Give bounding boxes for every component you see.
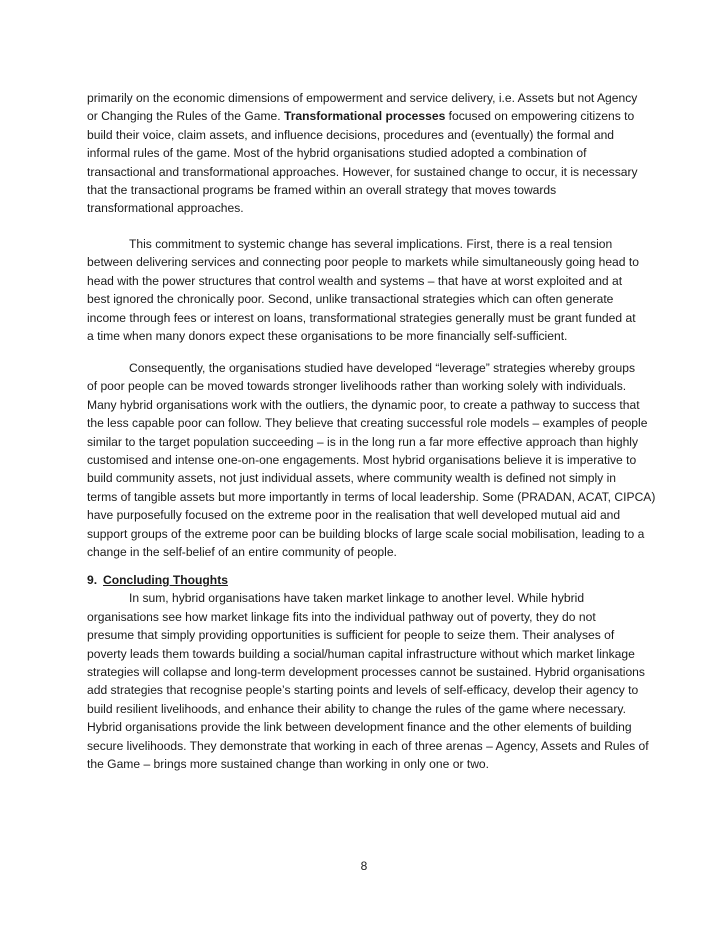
paragraph-line: the Game – brings more sustained change than working in only one or two.: [87, 757, 490, 772]
paragraph-line: the less capable poor can follow. They believe that creating successful role models – examples of people: [87, 416, 648, 431]
paragraph-line: or Changing the Rules of the Game. Transformational processes focused on empowering citizens to: [87, 109, 635, 124]
paragraph-line: add strategies that recognise people’s starting points and levels of self-efficacy, develop their agency to: [87, 683, 639, 698]
section-title: Concluding Thoughts: [103, 573, 228, 587]
paragraph-line: terms of tangible assets but more importantly in terms of local leadership. Some (PRADAN, ACAT, CIPCA): [87, 489, 656, 504]
paragraph-line: have purposefully focused on the extreme poor in the realisation that well developed mutual aid and: [87, 508, 621, 523]
paragraph-line: poverty leads them towards building a social/human capital infrastructure without which market linkage: [87, 646, 635, 661]
paragraph-line: presume that simply providing opportunities is sufficient for people to seize them. Their analyses of: [87, 628, 615, 643]
paragraph-line: strategies will collapse and long-term development processes cannot be sustained. Hybrid organisations: [87, 665, 645, 680]
section-concluding-thoughts: [87, 571, 649, 773]
bold-term: Transformational processes: [283, 109, 446, 124]
paragraph-line: organisations see how market linkage fits into the individual pathway out of poverty, they do not: [87, 609, 596, 624]
paragraph-line: transformational approaches.: [87, 201, 244, 216]
paragraph-line: support groups of the extreme poor can be building blocks of large scale social mobilisation, leading to a: [87, 526, 645, 541]
paragraph-line: Hybrid organisations provide the link between development finance and the other elements of building: [87, 720, 632, 735]
paragraph-line: primarily on the economic dimensions of empowerment and service delivery, i.e. Assets but not Agency: [87, 91, 638, 105]
paragraph-transactional-transformational: [87, 89, 645, 218]
paragraph-line: a time when many donors expect these organisations to be more financially self-sufficient.: [87, 329, 568, 344]
paragraph-line: This commitment to systemic change has several implications. First, there is a real tension: [129, 237, 613, 251]
paragraph-line: income through fees or interest on loans, transformational strategies generally must be grant funded at: [87, 310, 636, 325]
paragraph-line: best ignored the chronically poor. Second, unlike transactional strategies which can often generate: [87, 292, 614, 307]
paragraph-line: informal rules of the game. Most of the hybrid organisations studied adopted a combination of: [87, 146, 587, 161]
page-number: 8: [360, 859, 368, 873]
paragraph-line: that the transactional programs be framed within an overall strategy that moves towards: [87, 183, 557, 198]
paragraph-systemic-change: [87, 235, 645, 345]
paragraph-line: customised and intense one-on-one engagements. Most hybrid organisations believe it is imperative to: [87, 453, 637, 468]
section-number: 9.: [87, 573, 98, 587]
paragraph-line: In sum, hybrid organisations have taken market linkage to another level. While hybrid: [129, 591, 585, 606]
paragraph-line: transactional and transformational approaches. However, for sustained change to occur, it is necessary: [87, 164, 638, 179]
paragraph-line: between delivering services and connecting poor people to markets while simultaneously going head to: [87, 255, 639, 270]
paragraph-line: head with the power structures that control wealth and systems – that have at worst exploited and at: [87, 273, 623, 288]
paragraph-line: build their voice, claim assets, and influence decisions, procedures and (eventually) the formal and: [87, 127, 615, 142]
paragraph-line: similar to the target population succeeding – is in the long run a far more effective approach than highly: [87, 434, 639, 449]
paragraph-line: change in the self-belief of an entire community of people.: [87, 545, 397, 560]
paragraph-line: build resilient livelihoods, and enhance their ability to change the rules of the game where necessary.: [87, 701, 626, 716]
paragraph-line: Many hybrid organisations work with the outliers, the dynamic poor, to create a pathway to success that: [87, 397, 640, 412]
paragraph-line: build community assets, not just individual assets, where community wealth is defined not simply in: [87, 471, 617, 486]
section-heading: [87, 571, 645, 589]
paragraph-line: Consequently, the organisations studied have developed “leverage” strategies whereby groups: [129, 361, 636, 375]
paragraph-line: of poor people can be moved towards stronger livelihoods rather than working solely with individuals.: [87, 379, 627, 394]
paragraph-leverage-strategies: [87, 359, 656, 561]
paragraph-line: secure livelihoods. They demonstrate that working in each of three arenas – Agency, Assets and Rules of: [87, 738, 649, 753]
